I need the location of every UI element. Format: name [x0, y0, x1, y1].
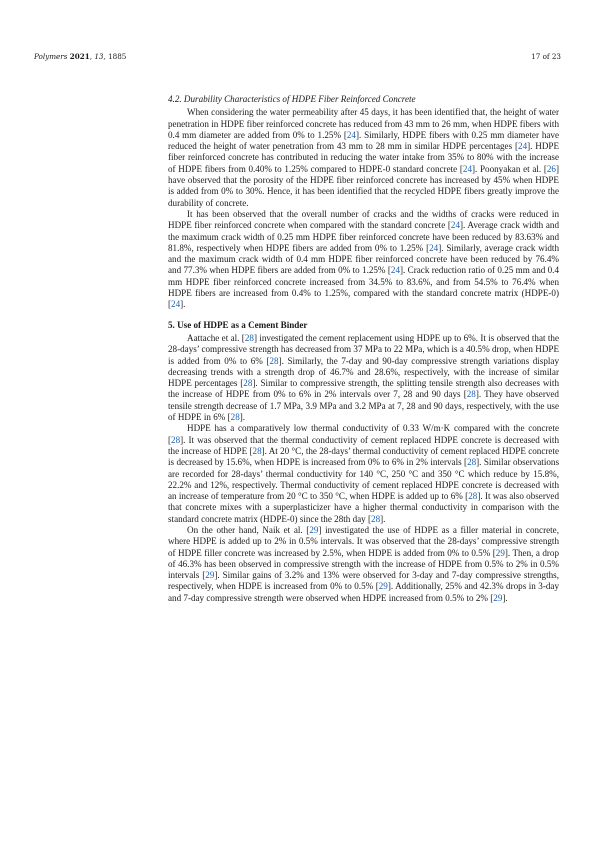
paragraph-text: ] investigated the cement replacement using HDPE up to 6%. It is observed that the 28-days’ compressive strength has decreased from 37 MPa to 22 MPa, which is a 40.5% drop, when HDPE is added from 0% to 6% [ [168, 332, 559, 366]
citation-link[interactable]: 29 [493, 592, 503, 603]
paragraph [168, 333, 559, 423]
paragraph-text: It has been observed that the overall number of cracks and the widths of cracks were reduced in HDPE fiber reinforced concrete when compared with the standard concrete [ [168, 208, 559, 231]
citation-link[interactable]: 24 [450, 220, 460, 231]
citation-link[interactable]: 29 [495, 547, 505, 558]
article-number: 1885 [108, 52, 127, 61]
citation-link[interactable]: 28 [252, 445, 262, 456]
section-5-body [168, 333, 559, 604]
paragraph-text: ]. Similarly, HDPE fibers with 0.25 mm diameter have reduced the height of water penetration from 43 mm to 28 mm in similar HDPE percentages [ [168, 129, 559, 152]
journal-year: 2021 [69, 52, 90, 61]
paragraph-text: ]. Similar observations are recorded for 28-days’ thermal conductivity for 140 °C, 250 °C and 350 °C which reduce by 15.8%, 22.2% and 12%, respectively. Thermal conductivity of cement replaced HDPE concrete is decreased with an increase of temperature from 20 °C to 350 °C, when HDPE is added up to 6% [ [168, 457, 559, 502]
paragraph-text: ]. Additionally, 25% and 42.3% drops in 3-day and 7-day compressive strength were observed when HDPE increased from 0.5% to 2% [ [168, 581, 559, 603]
paragraph-text: ]. Poonyakan et al. [ [471, 163, 547, 174]
paragraph-text: ]. Crack reduction ratio of 0.25 mm and 0.4 mm HDPE fiber reinforced concrete increased from 34.5% to 83.6%, and from 54.5% to 76.4% when HDPE fibers are increased from 0.4% to 1.25%, compared with the standard concrete matrix (HDPE-0) [ [168, 265, 560, 310]
citation-link[interactable]: 28 [466, 389, 476, 400]
paragraph-text: ]. At 20 °C, the 28-days’ thermal conductivity of cement replaced HDPE concrete is decreased by 15.6%, when HDPE is increased from 0% to 6% in 2% intervals [ [168, 445, 559, 468]
journal-citation: Polymers 2021, 13, 1885 [34, 52, 127, 61]
article-body [168, 94, 559, 604]
journal-volume: 13 [94, 52, 104, 61]
paragraph-text: ]. Similarly, average crack width and the maximum crack width of 0.4 mm HDPE fiber reinforced concrete have been reduced by 76.4% and 77.3% when HDPE fibers are added from 0% to 1.25% [ [168, 242, 559, 276]
citation-link[interactable]: 24 [346, 129, 356, 140]
citation-link[interactable]: 26 [546, 163, 556, 174]
paragraph-text: ]. HDPE fiber reinforced concrete has contributed in reducing the water intake from 35% to 80% with the increase of HDPE fibers from 0.40% to 1.25% compared to HDPE-0 standard concrete [ [168, 141, 559, 174]
paragraph-text: ]. Similar to compressive strength, the splitting tensile strength also decreases with the increase of HDPE from 0% to 6% in 2% intervals over 7, 28 and 90 days [ [168, 378, 559, 400]
paragraph-text: Aattache et al. [ [187, 332, 245, 343]
paragraph-text: HDPE has a comparatively low thermal conductivity of 0.33 W/m·K compared with the concrete [ [168, 423, 559, 445]
citation-link[interactable]: 24 [462, 163, 472, 174]
citation-link[interactable]: 28 [371, 513, 381, 524]
paragraph [168, 107, 559, 209]
citation-link[interactable]: 24 [429, 242, 439, 253]
citation-link[interactable]: 24 [171, 299, 181, 310]
citation-link[interactable]: 29 [309, 524, 319, 535]
paragraph-text: ] investigated the use of HDPE as a filler material in concrete, where HDPE is added up to 2% in 0.5% intervals. It was observed that the 28-days’ compressive strength of HDPE filler concrete was increased by 2.5%, when HDPE is added from 0% to 0.5% [ [168, 524, 559, 558]
citation-link[interactable]: 28 [243, 378, 253, 389]
paragraph-text: When considering the water permeability after 45 days, it has been identified that, the height of water penetration in HDPE fiber reinforced concrete has reduced from 43 mm to 26 mm, when HDPE fibers with 0.4 mm diameter are added from 0% to 1.25% [ [168, 107, 559, 140]
citation-link[interactable]: 28 [244, 332, 254, 343]
section-title: 5. Use of HDPE as a Cement Binder [168, 319, 308, 330]
citation-link[interactable]: 29 [205, 570, 215, 581]
citation-link[interactable]: 24 [390, 265, 400, 276]
citation-link[interactable]: 28 [171, 434, 181, 445]
paragraph-text: ]. They have observed tensile strength decrease of 1.7 MPa, 3.9 MPa and 3.2 MPa at 7, 28 and 90 days, respectively, with the use of HDPE in 6% [ [168, 389, 559, 423]
paragraph [168, 525, 559, 604]
citation-link[interactable]: 28 [468, 491, 478, 502]
citation-link[interactable]: 24 [518, 141, 528, 152]
journal-name: Polymers [34, 52, 68, 61]
paragraph-text: ]. Average crack width and the maximum crack width of 0.25 mm HDPE fiber reinforced concrete have been reduced by 83.63% and 81.8%, respectively when HDPE fibers are added from 0% to 1.25% [ [168, 220, 559, 253]
citation-link[interactable]: 28 [230, 412, 240, 423]
subsection-title: 4.2. Durability Characteristics of HDPE Fiber Reinforced Concrete [168, 94, 416, 104]
paragraph-text: ] have observed that the porosity of the HDPE fiber reinforced concrete has increased by 45% when HDPE is added from 0% to 30%. Hence, it has been identified that the recycled HDPE fibers greatly improve the durability of concrete. [168, 163, 559, 208]
page-header [34, 52, 561, 61]
paragraph-text: ]. Similar gains of 3.2% and 13% were observed for 3-day and 7-day compressive strengths, respectively, when HDPE is increased from 0% to 0.5% [ [168, 570, 559, 592]
citation-link[interactable]: 29 [378, 581, 388, 592]
citation-link[interactable]: 28 [467, 457, 477, 468]
paragraph-text: ]. It was observed that the thermal conductivity of cement replaced HDPE concrete is decreased with the increase of HDPE [ [168, 434, 559, 456]
paragraph-text: ]. [239, 412, 246, 423]
section-4-2-body [168, 107, 559, 310]
paragraph-text: ]. [502, 592, 508, 603]
paragraph-text: ]. Similarly, the 7-day and 90-day compressive strength variations display decreasing trends with a strength drop of 46.7% and 28.6%, respectively, with the increase of similar HDPE percentages [ [168, 355, 559, 389]
paragraph-text: ]. It was also observed that concrete mixes with a superplasticizer have a higher thermal conductivity in comparison with the standard concrete matrix (HDPE-0) since the 28th day [ [168, 491, 559, 524]
paragraph [168, 209, 559, 311]
citation-link[interactable]: 28 [269, 355, 279, 366]
paragraph-text: ]. [180, 299, 186, 310]
paragraph [168, 423, 559, 525]
page-number: 17 of 23 [531, 52, 561, 61]
paragraph-text: ]. [380, 513, 386, 524]
paragraph-text: On the other hand, Naik et al. [ [187, 524, 310, 535]
paragraph-text: ]. Then, a drop of 46.3% has been observed in compressive strength with the increase of HDPE from 0.5% to 2% in 0.5% intervals [ [168, 547, 559, 581]
